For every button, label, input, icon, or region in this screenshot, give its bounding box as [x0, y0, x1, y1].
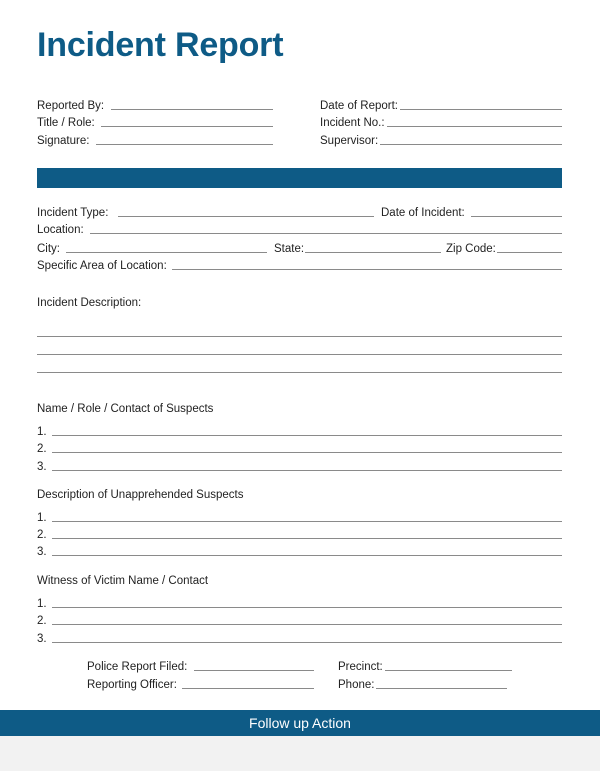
- city-label: City:: [37, 243, 60, 255]
- incident-type-field[interactable]: [118, 216, 374, 217]
- signature-field[interactable]: [96, 144, 273, 145]
- suspect-field-1[interactable]: [52, 435, 562, 436]
- page-title: Incident Report: [37, 26, 284, 64]
- specific-area-label: Specific Area of Location:: [37, 260, 167, 272]
- list-number: 1.: [37, 426, 47, 438]
- page-footer-area: [0, 736, 600, 771]
- phone-label: Phone:: [338, 679, 375, 691]
- date-of-report-field[interactable]: [400, 109, 562, 110]
- supervisor-field[interactable]: [380, 144, 562, 145]
- title-role-label: Title / Role:: [37, 117, 95, 129]
- city-field[interactable]: [66, 252, 267, 253]
- date-of-incident-label: Date of Incident:: [381, 207, 465, 219]
- list-number: 2.: [37, 615, 47, 627]
- title-role-field[interactable]: [101, 126, 273, 127]
- precinct-field[interactable]: [385, 670, 512, 671]
- description-line[interactable]: [37, 354, 562, 355]
- location-label: Location:: [37, 224, 84, 236]
- police-report-filed-label: Police Report Filed:: [87, 661, 188, 673]
- list-number: 1.: [37, 512, 47, 524]
- date-of-incident-field[interactable]: [471, 216, 562, 217]
- suspects-heading: Name / Role / Contact of Suspects: [37, 403, 214, 415]
- reported-by-field[interactable]: [111, 109, 273, 110]
- witness-field-2[interactable]: [52, 624, 562, 625]
- suspect-field-3[interactable]: [52, 470, 562, 471]
- reported-by-label: Reported By:: [37, 100, 105, 112]
- location-field[interactable]: [90, 233, 562, 234]
- state-label: State:: [274, 243, 305, 255]
- follow-up-action-bar: Follow up Action: [0, 710, 600, 736]
- incident-no-label: Incident No.:: [320, 117, 385, 129]
- state-field[interactable]: [305, 252, 441, 253]
- witness-field-3[interactable]: [52, 642, 562, 643]
- witness-field-1[interactable]: [52, 607, 562, 608]
- police-report-filed-field[interactable]: [194, 670, 314, 671]
- description-line[interactable]: [37, 372, 562, 373]
- list-number: 3.: [37, 461, 47, 473]
- witness-heading: Witness of Victim Name / Contact: [37, 575, 209, 587]
- signature-label: Signature:: [37, 135, 90, 147]
- list-number: 3.: [37, 546, 47, 558]
- section-divider-band: [37, 168, 562, 188]
- precinct-label: Precinct:: [338, 661, 383, 673]
- incident-description-label: Incident Description:: [37, 297, 142, 309]
- list-number: 1.: [37, 598, 47, 610]
- unapprehended-field-1[interactable]: [52, 521, 562, 522]
- zip-code-label: Zip Code:: [446, 243, 496, 255]
- suspect-field-2[interactable]: [52, 452, 562, 453]
- list-number: 2.: [37, 443, 47, 455]
- zip-code-field[interactable]: [497, 252, 562, 253]
- phone-field[interactable]: [376, 688, 507, 689]
- unapprehended-heading: Description of Unapprehended Suspects: [37, 489, 244, 501]
- description-line[interactable]: [37, 336, 562, 337]
- incident-no-field[interactable]: [387, 126, 562, 127]
- reporting-officer-label: Reporting Officer:: [87, 679, 177, 691]
- specific-area-field[interactable]: [172, 269, 562, 270]
- incident-type-label: Incident Type:: [37, 207, 109, 219]
- reporting-officer-field[interactable]: [182, 688, 314, 689]
- unapprehended-field-2[interactable]: [52, 538, 562, 539]
- list-number: 3.: [37, 633, 47, 645]
- list-number: 2.: [37, 529, 47, 541]
- unapprehended-field-3[interactable]: [52, 555, 562, 556]
- supervisor-label: Supervisor:: [320, 135, 379, 147]
- date-of-report-label: Date of Report:: [320, 100, 398, 112]
